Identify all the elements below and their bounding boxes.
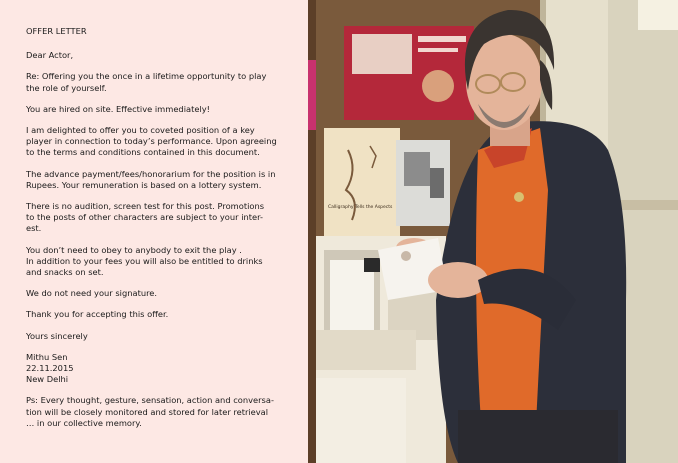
letter-line: Re: Offering you the once in a lifetime opportunity to play: [26, 71, 267, 82]
letter-author: Mithu Sen: [26, 351, 68, 362]
badge: [514, 192, 524, 202]
letter-line: to the posts of other characters are subject to your inter-: [26, 212, 263, 223]
letter-line: to the terms and conditions contained in this document.: [26, 147, 260, 158]
letter-line: Ps: Every thought, gesture, sensation, action and conversa-: [26, 395, 274, 406]
letter-closing: Yours sincerely: [26, 330, 88, 341]
photo-illustration: [308, 0, 678, 463]
letter-signoff: [26, 352, 288, 386]
letter-thanks: Thank you for accepting this offer.: [26, 309, 169, 320]
letter-line: player in connection to today’s performance. Upon agreeing: [26, 136, 277, 147]
letter-hired: You are hired on site. Effective immediately!: [26, 103, 210, 114]
letter-greeting: Dear Actor,: [26, 50, 74, 61]
letter-place: New Delhi: [26, 374, 69, 385]
letter-line: tion will be closely monitored and stored for later retrieval: [26, 406, 269, 417]
letter-line: the role of yourself.: [26, 82, 107, 93]
letter-paragraph: [26, 201, 288, 235]
letter-signature-note: We do not need your signature.: [26, 288, 158, 299]
letter-paragraph: [26, 169, 288, 191]
poster-caption: Calligraphy Tells the Aspects: [328, 205, 393, 210]
calligraphy-poster: [324, 128, 400, 236]
letter-line: est.: [26, 223, 42, 234]
offer-letter: [0, 0, 308, 463]
letter-line: There is no audition, screen test for this post. Promotions: [26, 201, 265, 212]
letter-paragraph: [26, 245, 288, 279]
letter-re: [26, 71, 288, 93]
letter-line: … in our collective memory.: [26, 417, 142, 428]
letter-date: 22.11.2015: [26, 363, 74, 374]
letter-line: You don’t need to obey to anybody to exit the play .: [26, 244, 242, 255]
letter-title: OFFER LETTER: [26, 26, 87, 36]
letter-line: Rupees. Your remuneration is based on a lottery system.: [26, 179, 262, 190]
letter-line: I am delighted to offer you to coveted position of a key: [26, 125, 255, 136]
letter-paragraph: [26, 125, 288, 159]
letter-line: and snacks on set.: [26, 267, 104, 278]
letter-postscript: [26, 395, 288, 429]
letter-line: The advance payment/fees/honorarium for the position is in: [26, 168, 276, 179]
letter-line: In addition to your fees you will also be entitled to drinks: [26, 255, 263, 266]
photo-man-reading-card: [308, 0, 678, 463]
